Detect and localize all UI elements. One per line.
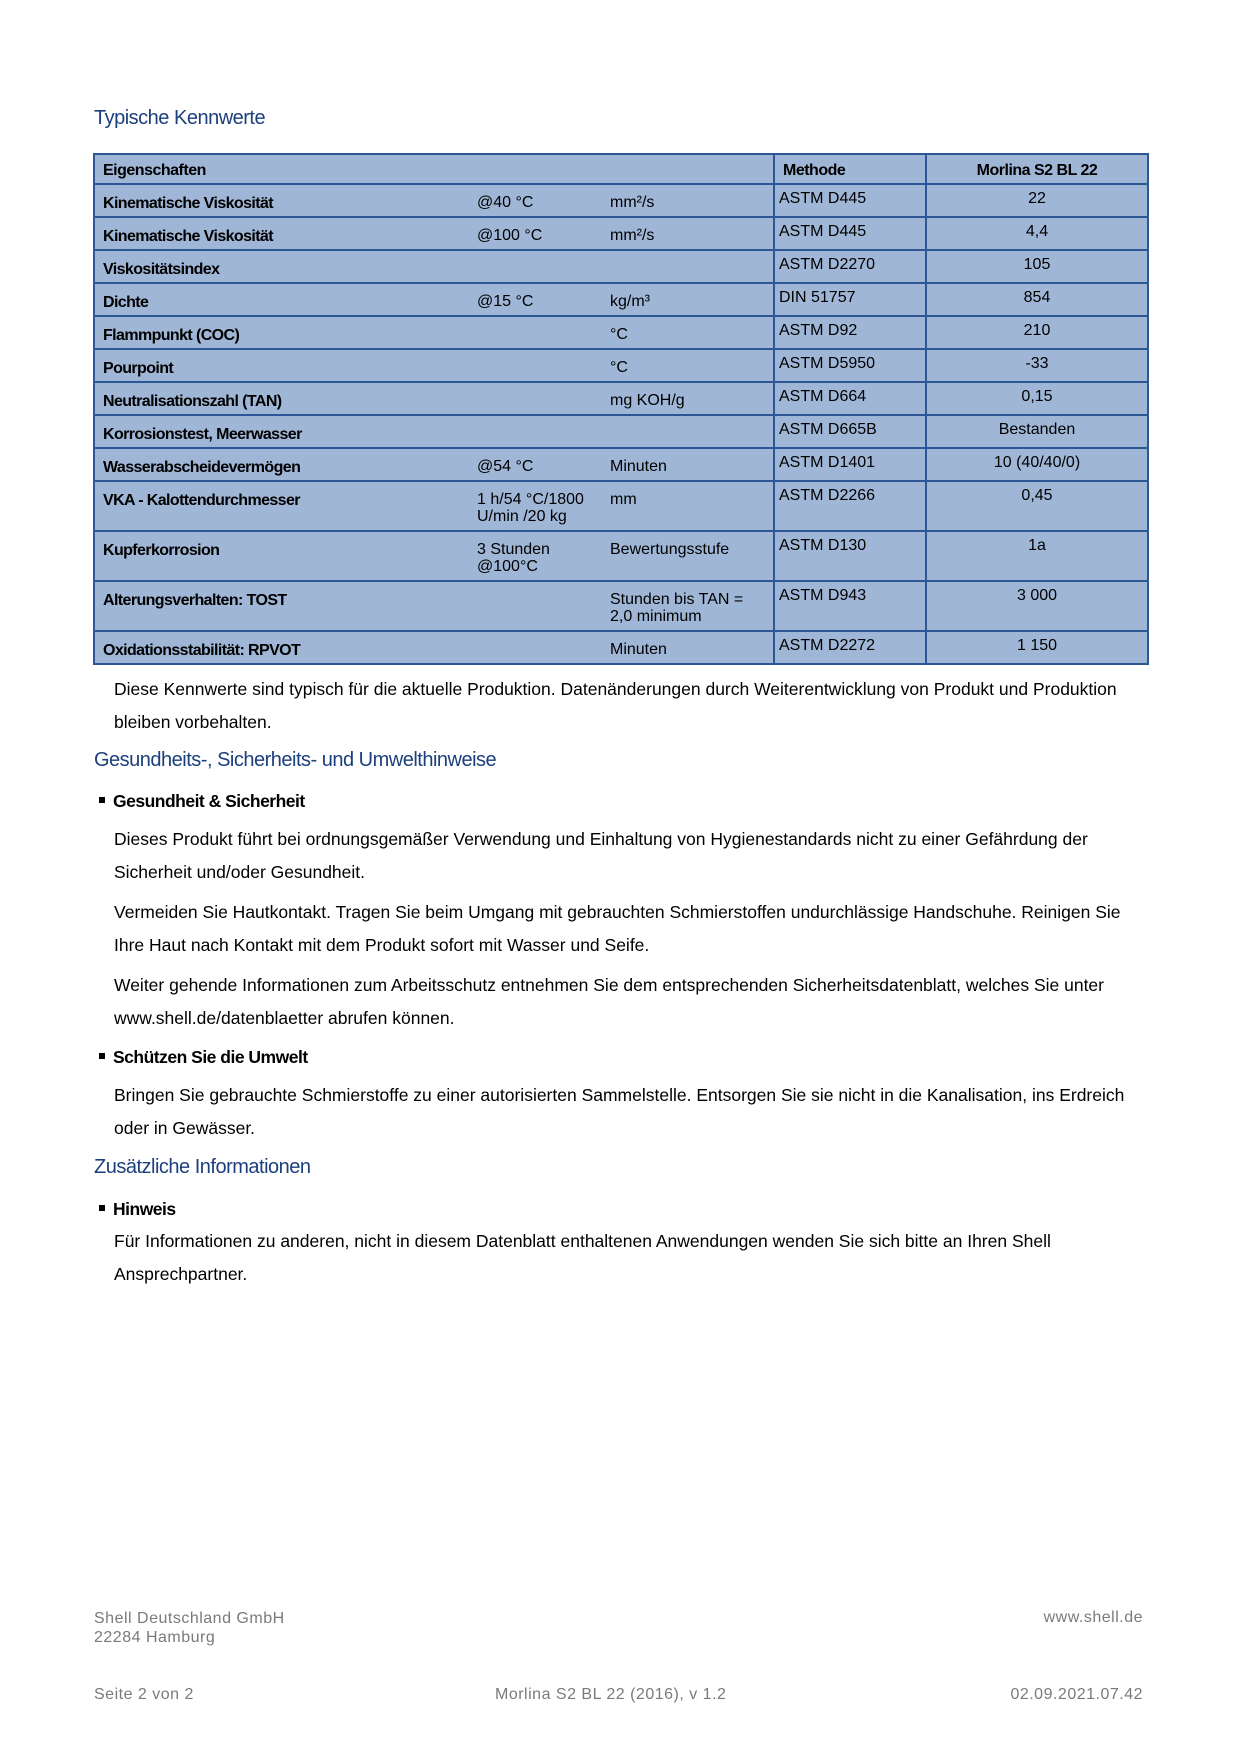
method-cell: ASTM D445 — [774, 217, 926, 250]
method-cell: ASTM D943 — [774, 581, 926, 631]
method-cell: ASTM D665B — [774, 415, 926, 448]
property-cell — [94, 382, 774, 415]
property-name: Kinematische Viskosität — [103, 228, 273, 245]
health-paragraph-2: Vermeiden Sie Hautkontakt. Tragen Sie beim Umgang mit gebrauchten Schmierstoffen undurchlässige Handschuhe. Reinigen Sie Ihre Haut nach Kontakt mit dem Produkt sofort mit Wasser und Seife. — [114, 902, 1121, 955]
property-name: Viskositätsindex — [103, 261, 220, 278]
header-property: Eigenschaften — [94, 154, 774, 184]
value-cell: 210 — [926, 316, 1148, 349]
method-cell: ASTM D2270 — [774, 250, 926, 283]
value-cell: Bestanden — [926, 415, 1148, 448]
footer-document: Morlina S2 BL 22 (2016), v 1.2 — [495, 1686, 727, 1703]
table-row — [94, 382, 1148, 415]
property-condition — [477, 389, 610, 411]
table-row — [94, 581, 1148, 631]
property-condition — [477, 422, 610, 444]
value-cell: 22 — [926, 184, 1148, 217]
table-row — [94, 217, 1148, 250]
bullet-hint-label: Hinweis — [113, 1199, 176, 1219]
footer-company-city: 22284 Hamburg — [94, 1629, 216, 1646]
property-cell — [94, 481, 774, 531]
property-condition: 1 h/54 °C/1800 U/min /20 kg — [477, 491, 584, 525]
method-cell: DIN 51757 — [774, 283, 926, 316]
table-row — [94, 631, 1148, 664]
property-unit — [610, 257, 765, 279]
property-name: Wasserabscheidevermögen — [103, 459, 301, 476]
section-title-typical: Typische Kennwerte — [94, 107, 266, 129]
header-product: Morlina S2 BL 22 — [926, 154, 1148, 184]
property-name: Flammpunkt (COC) — [103, 327, 240, 344]
property-condition — [477, 588, 610, 625]
property-unit: °C — [610, 326, 628, 343]
property-unit: Minuten — [610, 458, 667, 475]
table-row — [94, 448, 1148, 481]
method-cell: ASTM D92 — [774, 316, 926, 349]
table-header-row — [94, 154, 1148, 184]
value-cell: 1a — [926, 531, 1148, 581]
value-cell: 0,45 — [926, 481, 1148, 531]
value-cell: 105 — [926, 250, 1148, 283]
property-unit — [610, 422, 765, 444]
value-cell: 0,15 — [926, 382, 1148, 415]
property-name: Dichte — [103, 294, 149, 311]
property-cell — [94, 531, 774, 581]
property-cell — [94, 448, 774, 481]
property-unit: mg KOH/g — [610, 392, 685, 409]
property-name: Pourpoint — [103, 360, 174, 377]
method-cell: ASTM D2272 — [774, 631, 926, 664]
section-title-additional: Zusätzliche Informationen — [94, 1156, 311, 1178]
property-cell — [94, 250, 774, 283]
property-condition — [477, 356, 610, 378]
footer-company-name: Shell Deutschland GmbH — [94, 1610, 285, 1627]
property-condition: @100 °C — [477, 227, 543, 244]
typical-note: Diese Kennwerte sind typisch für die aktuelle Produktion. Datenänderungen durch Weiterentwicklung von Produkt und Produktion bleiben vorbehalten. — [114, 679, 1117, 732]
property-unit: Minuten — [610, 641, 667, 658]
header-method: Methode — [774, 154, 926, 184]
table-row — [94, 283, 1148, 316]
value-cell: 4,4 — [926, 217, 1148, 250]
property-name: Neutralisationszahl (TAN) — [103, 393, 282, 410]
footer-date: 02.09.2021.07.42 — [1010, 1686, 1143, 1703]
health-paragraph-3: Weiter gehende Informationen zum Arbeitsschutz entnehmen Sie dem entsprechenden Sicherheitsdatenblatt, welches Sie unter www.shell.de/datenblaetter abrufen können. — [114, 975, 1104, 1028]
property-name: Kinematische Viskosität — [103, 195, 273, 212]
method-cell: ASTM D130 — [774, 531, 926, 581]
bullet-environment — [99, 1047, 308, 1068]
value-cell: -33 — [926, 349, 1148, 382]
property-unit: mm²/s — [610, 227, 655, 244]
property-name: Korrosionstest, Meerwasser — [103, 426, 302, 443]
property-cell — [94, 184, 774, 217]
property-unit: Stunden bis TAN = 2,0 minimum — [610, 591, 744, 625]
table-row — [94, 316, 1148, 349]
property-condition: 3 Stunden @100°C — [477, 541, 550, 575]
bullet-health — [99, 791, 305, 812]
table-row — [94, 415, 1148, 448]
property-condition: @54 °C — [477, 458, 534, 475]
property-cell — [94, 217, 774, 250]
method-cell: ASTM D1401 — [774, 448, 926, 481]
properties-table — [93, 153, 1149, 665]
property-condition — [477, 257, 610, 279]
value-cell: 854 — [926, 283, 1148, 316]
bullet-square-icon — [99, 1205, 105, 1211]
property-unit: kg/m³ — [610, 293, 650, 310]
health-paragraph-1: Dieses Produkt führt bei ordnungsgemäßer Verwendung und Einhaltung von Hygienestandards nicht zu einer Gefährdung der Sicherheit und/oder Gesundheit. — [114, 829, 1088, 882]
method-cell: ASTM D5950 — [774, 349, 926, 382]
table-row — [94, 481, 1148, 531]
property-unit: mm²/s — [610, 194, 655, 211]
bullet-hint — [99, 1199, 176, 1220]
property-condition: @40 °C — [477, 194, 534, 211]
method-cell: ASTM D445 — [774, 184, 926, 217]
bullet-square-icon — [99, 1053, 105, 1059]
property-unit: mm — [610, 491, 637, 508]
method-cell: ASTM D664 — [774, 382, 926, 415]
value-cell: 10 (40/40/0) — [926, 448, 1148, 481]
property-condition: @15 °C — [477, 293, 534, 310]
footer-website[interactable]: www.shell.de — [1043, 1609, 1143, 1626]
value-cell: 1 150 — [926, 631, 1148, 664]
property-condition — [477, 638, 610, 660]
property-name: Oxidationsstabilität: RPVOT — [103, 642, 301, 659]
hint-paragraph: Für Informationen zu anderen, nicht in diesem Datenblatt enthaltenen Anwendungen wenden Sie sich bitte an Ihren Shell Ansprechpartner. — [114, 1231, 1051, 1284]
bullet-health-label: Gesundheit & Sicherheit — [113, 791, 305, 811]
section-title-health: Gesundheits-, Sicherheits- und Umwelthinweise — [94, 749, 497, 771]
environment-paragraph: Bringen Sie gebrauchte Schmierstoffe zu einer autorisierten Sammelstelle. Entsorgen Sie sie nicht in die Kanalisation, ins Erdreich oder in Gewässer. — [114, 1085, 1125, 1138]
property-name: Kupferkorrosion — [103, 542, 220, 559]
footer-page-number: Seite 2 von 2 — [94, 1686, 194, 1703]
table-row — [94, 531, 1148, 581]
method-cell: ASTM D2266 — [774, 481, 926, 531]
property-unit: Bewertungsstufe — [610, 541, 730, 558]
property-cell — [94, 415, 774, 448]
property-cell — [94, 316, 774, 349]
property-cell — [94, 349, 774, 382]
property-condition — [477, 323, 610, 345]
property-name: Alterungsverhalten: TOST — [103, 592, 287, 609]
table-row — [94, 250, 1148, 283]
property-cell — [94, 283, 774, 316]
footer-company — [94, 1609, 285, 1647]
table-row — [94, 184, 1148, 217]
property-cell — [94, 631, 774, 664]
property-cell — [94, 581, 774, 631]
property-unit: °C — [610, 359, 628, 376]
property-name: VKA - Kalottendurchmesser — [103, 492, 300, 509]
value-cell: 3 000 — [926, 581, 1148, 631]
bullet-environment-label: Schützen Sie die Umwelt — [113, 1047, 308, 1067]
table-row — [94, 349, 1148, 382]
bullet-square-icon — [99, 797, 105, 803]
